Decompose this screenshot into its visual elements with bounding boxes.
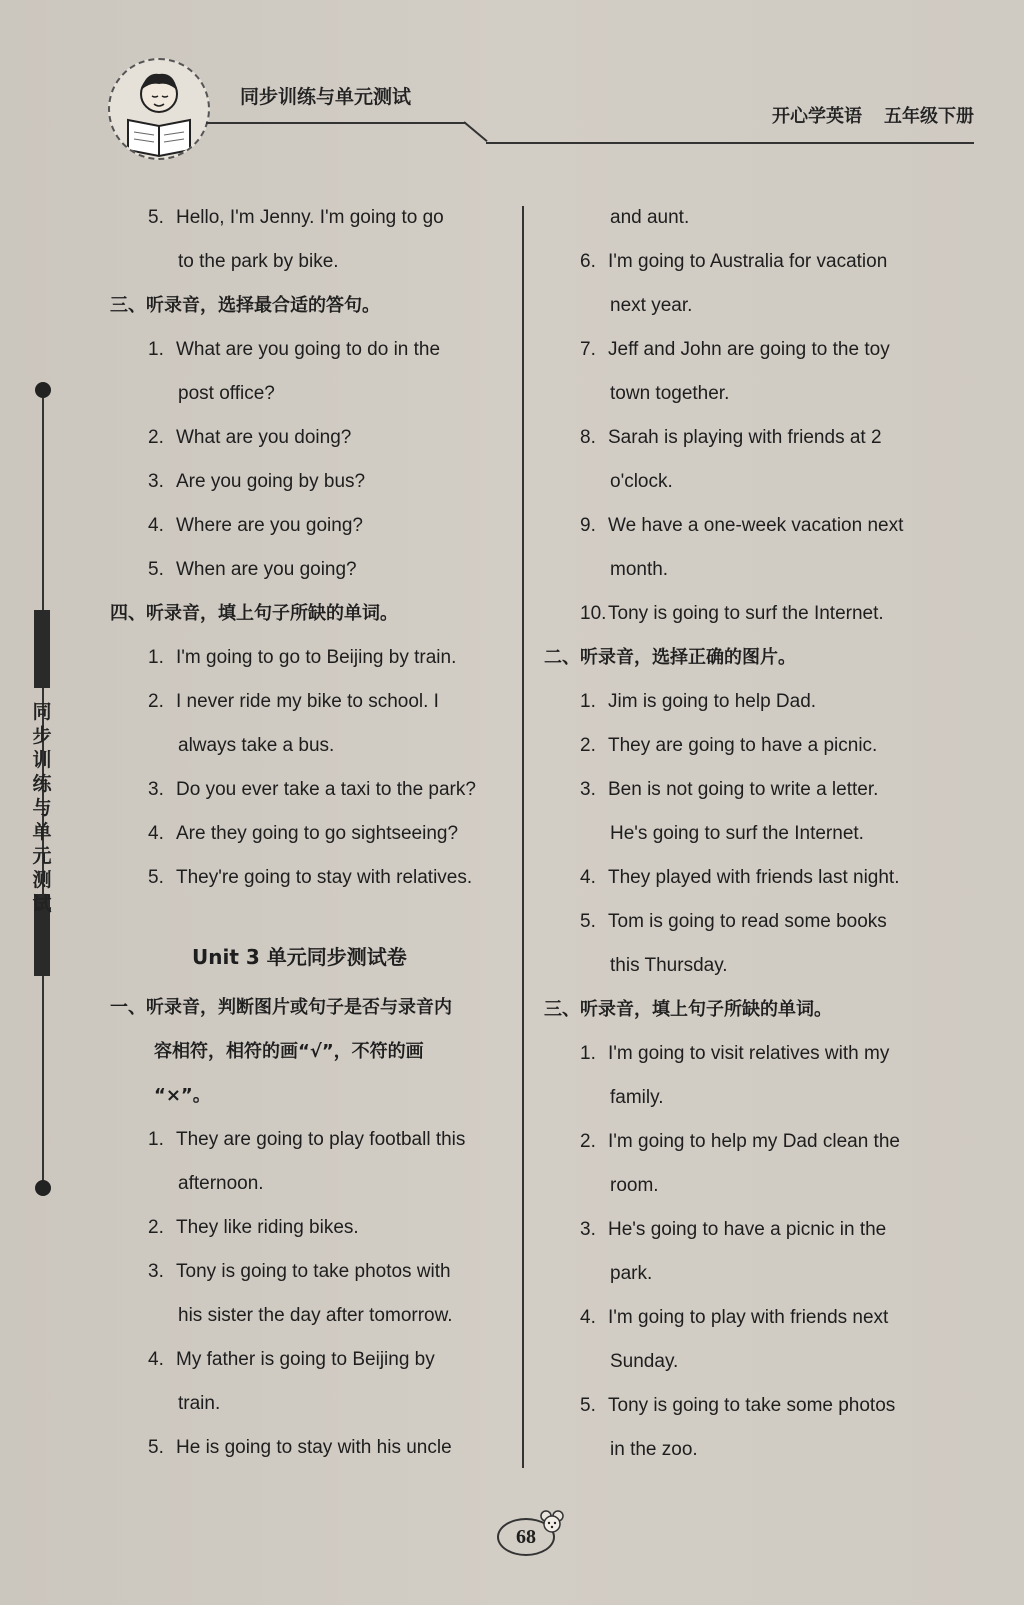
question-number: 7. — [580, 339, 596, 360]
question-item — [544, 768, 936, 812]
header-series-title: 同步训练与单元测试 — [240, 86, 412, 108]
question-number: 2. — [580, 1131, 596, 1152]
question-text-continued: train. — [178, 1393, 221, 1414]
question-item — [110, 1206, 510, 1250]
question-number: 1. — [148, 647, 164, 668]
question-number: 5. — [580, 1395, 596, 1416]
question-number: 5. — [148, 1437, 164, 1458]
section-heading: 三、听录音，选择最合适的答句。 — [110, 295, 380, 316]
side-bar-dot-top — [35, 382, 51, 398]
question-item — [544, 504, 936, 548]
question-item — [544, 1384, 936, 1428]
question-item — [544, 240, 936, 284]
question-text: We have a one-week vacation next — [608, 515, 904, 536]
question-number: 4. — [580, 867, 596, 888]
question-item — [110, 1338, 510, 1382]
question-text-continued: in the zoo. — [610, 1439, 698, 1460]
section-heading: 三、听录音，填上句子所缺的单词。 — [544, 999, 832, 1020]
question-number: 1. — [580, 1043, 596, 1064]
question-item — [110, 812, 510, 856]
question-text: Sarah is playing with friends at 2 — [608, 427, 882, 448]
question-text: I'm going to visit relatives with my — [608, 1043, 890, 1064]
question-item — [110, 1118, 510, 1162]
question-text-continued: town together. — [610, 383, 730, 404]
question-item — [544, 856, 936, 900]
question-item — [110, 504, 510, 548]
question-text: Ben is not going to write a letter. — [608, 779, 879, 800]
question-text-continued: always take a bus. — [178, 735, 335, 756]
side-bar-label: 同步训练与单元测试 — [32, 701, 52, 915]
mouse-mascot-icon — [540, 1510, 564, 1534]
question-text: Where are you going? — [176, 515, 363, 536]
section-heading: 四、听录音，填上句子所缺的单词。 — [110, 603, 398, 624]
right-column — [544, 196, 936, 1472]
question-item — [544, 724, 936, 768]
question-text: Do you ever take a taxi to the park? — [176, 779, 476, 800]
question-item — [110, 416, 510, 460]
question-item — [110, 1426, 510, 1470]
question-number: 1. — [580, 691, 596, 712]
question-text: Are you going by bus? — [176, 471, 366, 492]
question-text: They are going to play football this — [176, 1129, 466, 1150]
question-item — [544, 328, 936, 372]
question-text-continued: park. — [610, 1263, 653, 1284]
question-item — [544, 1208, 936, 1252]
question-text-continued: month. — [610, 559, 669, 580]
question-item — [110, 460, 510, 504]
question-text: They're going to stay with relatives. — [176, 867, 473, 888]
question-number: 1. — [148, 339, 164, 360]
question-item — [110, 548, 510, 592]
question-text: I'm going to play with friends next — [608, 1307, 889, 1328]
question-text-continued: post office? — [178, 383, 275, 404]
question-number: 3. — [148, 471, 164, 492]
question-item — [110, 856, 510, 900]
section-heading-continued: 容相符，相符的画“√”，不符的画 — [154, 1041, 424, 1062]
question-item — [110, 1250, 510, 1294]
question-item — [110, 636, 510, 680]
question-number: 5. — [148, 867, 164, 888]
question-item — [110, 196, 510, 240]
question-number: 3. — [148, 779, 164, 800]
question-text-continued: He's going to surf the Internet. — [610, 823, 864, 844]
side-bar-block-top — [34, 610, 50, 688]
header-rule-right — [486, 142, 974, 144]
question-number: 4. — [148, 515, 164, 536]
question-item — [544, 680, 936, 724]
question-text: They are going to have a picnic. — [608, 735, 878, 756]
question-number: 3. — [580, 1219, 596, 1240]
question-text: Tom is going to read some books — [608, 911, 887, 932]
question-item — [544, 1296, 936, 1340]
question-text-continued: to the park by bike. — [178, 251, 339, 272]
question-number: 2. — [580, 735, 596, 756]
question-text: He's going to have a picnic in the — [608, 1219, 887, 1240]
question-number: 1. — [148, 1129, 164, 1150]
question-text-continued: family. — [610, 1087, 664, 1108]
question-text-continued: next year. — [610, 295, 693, 316]
question-item — [544, 592, 936, 636]
side-bar-dot-bottom — [35, 1180, 51, 1196]
question-number: 10. — [580, 603, 607, 624]
question-item — [544, 1120, 936, 1164]
unit-title: Unit 3 单元同步测试卷 — [192, 945, 407, 969]
question-number: 3. — [580, 779, 596, 800]
question-text: Jim is going to help Dad. — [608, 691, 817, 712]
question-text-continued: his sister the day after tomorrow. — [178, 1305, 453, 1326]
question-text: Jeff and John are going to the toy — [608, 339, 890, 360]
section-heading: 二、听录音，选择正确的图片。 — [544, 647, 796, 668]
question-text: What are you doing? — [176, 427, 352, 448]
question-number: 4. — [148, 823, 164, 844]
question-text: I'm going to go to Beijing by train. — [176, 647, 457, 668]
question-text-continued: and aunt. — [610, 207, 690, 228]
book-name: 开心学英语 — [772, 106, 862, 127]
question-text: My father is going to Beijing by — [176, 1349, 435, 1370]
header-rule-slant — [463, 121, 487, 142]
page-number: 68 — [497, 1518, 555, 1556]
question-number: 2. — [148, 427, 164, 448]
question-item — [110, 768, 510, 812]
reading-boy-logo-icon — [108, 58, 210, 160]
left-column — [110, 196, 510, 1470]
question-text-continued: o'clock. — [610, 471, 673, 492]
question-text: I'm going to help my Dad clean the — [608, 1131, 900, 1152]
question-text: Tony is going to surf the Internet. — [608, 603, 884, 624]
question-text: What are you going to do in the — [176, 339, 441, 360]
question-text: When are you going? — [176, 559, 357, 580]
column-divider — [522, 206, 524, 1468]
question-item — [544, 900, 936, 944]
question-number: 4. — [580, 1307, 596, 1328]
question-number: 8. — [580, 427, 596, 448]
question-number: 9. — [580, 515, 596, 536]
question-text: They like riding bikes. — [176, 1217, 359, 1238]
question-number: 5. — [148, 559, 164, 580]
question-item — [110, 328, 510, 372]
question-item — [544, 416, 936, 460]
question-number: 5. — [148, 207, 164, 228]
question-number: 5. — [580, 911, 596, 932]
question-text-continued: this Thursday. — [610, 955, 728, 976]
header-book-title — [772, 102, 974, 128]
question-number: 4. — [148, 1349, 164, 1370]
section-heading-continued: “×”。 — [154, 1085, 211, 1106]
question-text-continued: afternoon. — [178, 1173, 264, 1194]
question-number: 2. — [148, 1217, 164, 1238]
question-item — [544, 1032, 936, 1076]
question-number: 3. — [148, 1261, 164, 1282]
question-text: I'm going to Australia for vacation — [608, 251, 888, 272]
book-grade: 五年级下册 — [884, 106, 974, 127]
question-text: Tony is going to take some photos — [608, 1395, 896, 1416]
question-number: 2. — [148, 691, 164, 712]
question-text: Tony is going to take photos with — [176, 1261, 451, 1282]
question-text: He is going to stay with his uncle — [176, 1437, 452, 1458]
question-text-continued: Sunday. — [610, 1351, 679, 1372]
header-rule — [206, 122, 466, 124]
question-text: Are they going to go sightseeing? — [176, 823, 459, 844]
section-heading: 一、听录音，判断图片或句子是否与录音内 — [110, 997, 452, 1018]
question-text: I never ride my bike to school. I — [176, 691, 439, 712]
question-text: They played with friends last night. — [608, 867, 900, 888]
question-number: 6. — [580, 251, 596, 272]
question-text-continued: room. — [610, 1175, 659, 1196]
question-text: Hello, I'm Jenny. I'm going to go — [176, 207, 444, 228]
question-item — [110, 680, 510, 724]
